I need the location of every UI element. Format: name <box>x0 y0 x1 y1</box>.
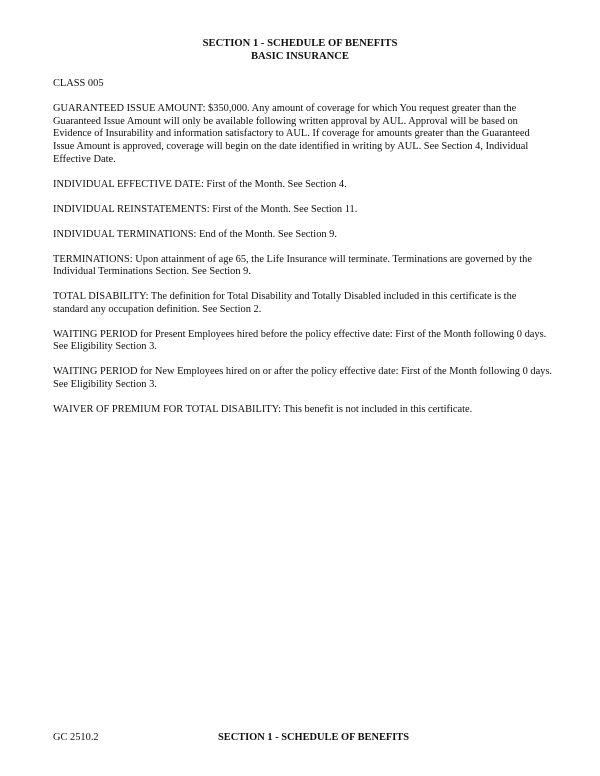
individual-terminations-paragraph: INDIVIDUAL TERMINATIONS: End of the Month. See Section 9. <box>53 228 337 240</box>
section-subtitle: BASIC INSURANCE <box>250 50 349 62</box>
waiver-of-premium-paragraph: WAIVER OF PREMIUM FOR TOTAL DISABILITY: This benefit is not included in this certificate. <box>53 403 473 415</box>
section-title: SECTION 1 - SCHEDULE OF BENEFITS <box>202 38 398 49</box>
form-number: GC 2510.2 <box>53 732 99 743</box>
page-footer <box>0 731 600 745</box>
document-body <box>53 78 553 429</box>
footer-title: SECTION 1 - SCHEDULE OF BENEFITS <box>218 732 410 743</box>
guaranteed-issue-amount-paragraph: GUARANTEED ISSUE AMOUNT: $350,000. Any amount of coverage for which You request greater than the Guaranteed Issue Amount will only be available following written approval by AUL. Approval will be based on Evidence of Insurability and information satisfactory to AUL. If coverage for amounts greater than the Guaranteed Issue Amount is approved, coverage will begin on the date identified in writing by AUL. See Section 4, Individual Effective Date. <box>53 103 530 165</box>
individual-reinstatements-paragraph: INDIVIDUAL REINSTATEMENTS: First of the Month. See Section 11. <box>53 203 358 215</box>
page-header <box>0 38 600 63</box>
waiting-period-present-employees-paragraph: WAITING PERIOD for Present Employees hired before the policy effective date: First of the Month following 0 days. See Eligibility Section 3. <box>53 328 547 353</box>
terminations-paragraph: TERMINATIONS: Upon attainment of age 65, the Life Insurance will terminate. Terminations are governed by the Individual Terminations Section. See Section 9. <box>53 253 532 278</box>
class-label: CLASS 005 <box>53 78 104 89</box>
individual-effective-date-paragraph: INDIVIDUAL EFFECTIVE DATE: First of the Month. See Section 4. <box>53 178 347 190</box>
waiting-period-new-employees-paragraph: WAITING PERIOD for New Employees hired on or after the policy effective date: First of the Month following 0 days. See Eligibility Section 3. <box>53 366 553 390</box>
total-disability-paragraph: TOTAL DISABILITY: The definition for Total Disability and Totally Disabled included in this certificate is the standard any occupation definition. See Section 2. <box>53 291 517 315</box>
